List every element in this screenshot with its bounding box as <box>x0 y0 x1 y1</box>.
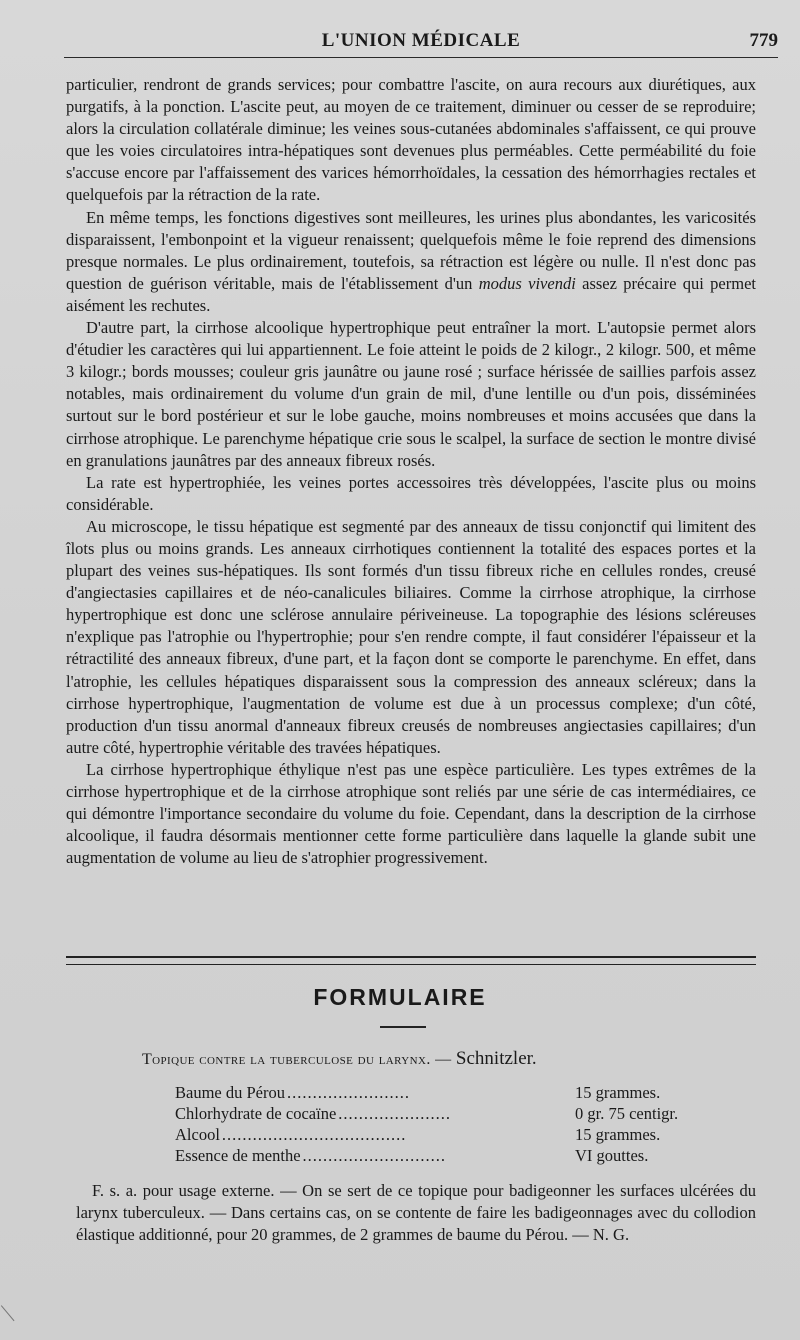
paragraph-6: La cirrhose hypertrophique éthylique n'est pas une espèce particulière. Les types extrêmes de la cirrhose hypertrophique et de la cirrhose atrophique sont reliés par une série de cas intermédiaires, ce qui démontre l'importance secondaire du volume du foie. Cependant, dans la description de la cirrhose alcoolique, il faudra désormais mentionner cette forme particulière dans laquelle la glande subit une augmentation de volume au lieu de s'atrophier progressivement. <box>66 759 756 868</box>
ingredient-name: Alcool <box>175 1125 220 1144</box>
ingredient-row <box>175 1124 735 1145</box>
ingredient-list <box>175 1082 735 1166</box>
paragraph-2-italic: modus vivendi <box>478 273 576 293</box>
ingredient-row <box>175 1103 735 1124</box>
ingredient-row <box>175 1082 735 1103</box>
formula-title: Topique contre la tuberculose du larynx. — <box>142 1051 456 1068</box>
paragraph-4: La rate est hypertrophiée, les veines portes accessoires très développées, l'ascite plus ou moins considérable. <box>66 472 756 514</box>
paragraph-5: Au microscope, le tissu hépatique est segmenté par des anneaux de tissu conjonctif qui limitent des îlots plus ou moins grands. Les anneaux cirrhotiques contiennent la totalité des espaces portes et la plupart des veines sus-hépatiques. Ils sont formés d'un tissu fibreux riche en cellules rondes, creusé d'angiectasies capillaires et de néo-canalicules biliaires. Comme la cirrhose atrophique, la cirrhose hypertrophique est donc une sclérose annulaire périveineuse. La topographie des lésions scléreuses n'explique pas l'atrophie ou l'hypertrophie; pour s'en rendre compte, il faut considérer l'épaisseur et la rétractilité des anneaux fibreux, d'une part, et la façon dont se comporte le parenchyme. En effet, dans l'atrophie, les cellules hépatiques disparaissent sous la compression des anneaux scléreux; dans la cirrhose hypertrophique, l'augmentation de volume est due à un processus complexe; d'un côté, production d'un tissu anormal d'anneaux fibreux creusés de nombreuses angiectasies capillaires; d'un autre côté, hypertrophie véritable des travées hépatiques. <box>66 516 756 757</box>
leader-dots: ............................ <box>302 1146 447 1165</box>
ingredient-quantity: 15 grammes. <box>575 1125 661 1144</box>
title-underline <box>380 1026 426 1028</box>
ingredient-name: Baume du Pérou <box>175 1083 285 1102</box>
paragraph-3: D'autre part, la cirrhose alcoolique hypertrophique peut entraîner la mort. L'autopsie permet alors d'étudier les caractères qui lui appartiennent. Le foie atteint le poids de 2 kilogr., 2 kilogr. 500, et même 3 kilogr.; bords mousses; couleur gris jaunâtre ou jaune rosé ; surface hérissée de saillies parfois assez notables, mais ordinairement du volume d'un grain de mil, d'une lentille ou d'un pois, disséminées surtout sur le bord postérieur et sur le lobe gauche, moins nombreuses et moins accusées que dans la cirrhose atrophique. Le parenchyme hépatique crie sous le scalpel, la surface de section le montre divisé en granulations jaunâtres par des anneaux fibreux rosés. <box>66 318 756 470</box>
page-number: 779 <box>749 30 778 51</box>
running-title: L'UNION MÉDICALE <box>321 30 521 51</box>
ingredient-quantity: 0 gr. 75 centigr. <box>575 1104 679 1123</box>
usage-note <box>76 1180 756 1246</box>
section-divider <box>66 956 756 965</box>
paragraph-2-end: assez précaire qui permet aisément les rechutes. <box>66 273 756 315</box>
ingredient-name: Essence de menthe <box>175 1146 301 1165</box>
paragraph-2-text: En même temps, les fonctions digestives sont meilleures, les urines plus abondantes, les varicosités disparaissent, l'embonpoint et la vigueur renaissent; quelquefois même le foie reprend des dimensions presque normales. Le plus ordinairement, toutefois, sa rétraction est légère ou nulle. Il n'est donc pas question de guérison véritable, mais de l'établissement d'un <box>66 207 756 293</box>
ingredient-quantity: 15 grammes. <box>575 1083 661 1102</box>
ingredient-quantity: VI gouttes. <box>575 1146 649 1165</box>
leader-dots: ........................ <box>286 1083 410 1102</box>
paragraph-2 <box>66 207 756 317</box>
formula-author: Schnitzler. <box>455 1048 537 1069</box>
usage-note-text: F. s. a. pour usage externe. — On se sert de ce topique pour badigeonner les surfaces ulcérées du larynx tuberculeux. — Dans certains cas, on se contente de faire les badigeonnages avec du collodion élastique additionné, pour 20 grammes, de 2 grammes de baume du Pérou. — N. G. <box>76 1181 756 1244</box>
leader-dots: ...................... <box>338 1104 452 1123</box>
paragraph-1: particulier, rendront de grands services; pour combattre l'ascite, on aura recours aux diurétiques, aux purgatifs, à la ponction. L'ascite peut, au moyen de ce traitement, diminuer ou cesser de se reproduire; alors la circulation collatérale diminue; les veines sous-cutanées abdominales s'affaissent, ce qui prouve que les voies circulatoires intra-hépatiques sont devenues plus perméables. Cette perméabilité du foie s'accuse encore par l'affaissement des varices hémorrhoïdales, la cessation des hémorrhagies rectales et quelquefois par la rétraction de la rate. <box>66 75 756 205</box>
ingredient-name: Chlorhydrate de cocaïne <box>175 1104 337 1123</box>
ingredient-row <box>175 1145 735 1166</box>
margin-mark <box>1 1299 22 1321</box>
article-body <box>66 74 756 869</box>
formula-heading <box>142 1048 762 1070</box>
header-rule <box>64 57 778 58</box>
section-title: FORMULAIRE <box>313 984 487 1010</box>
running-head <box>64 26 778 66</box>
leader-dots: .................................... <box>221 1125 407 1144</box>
